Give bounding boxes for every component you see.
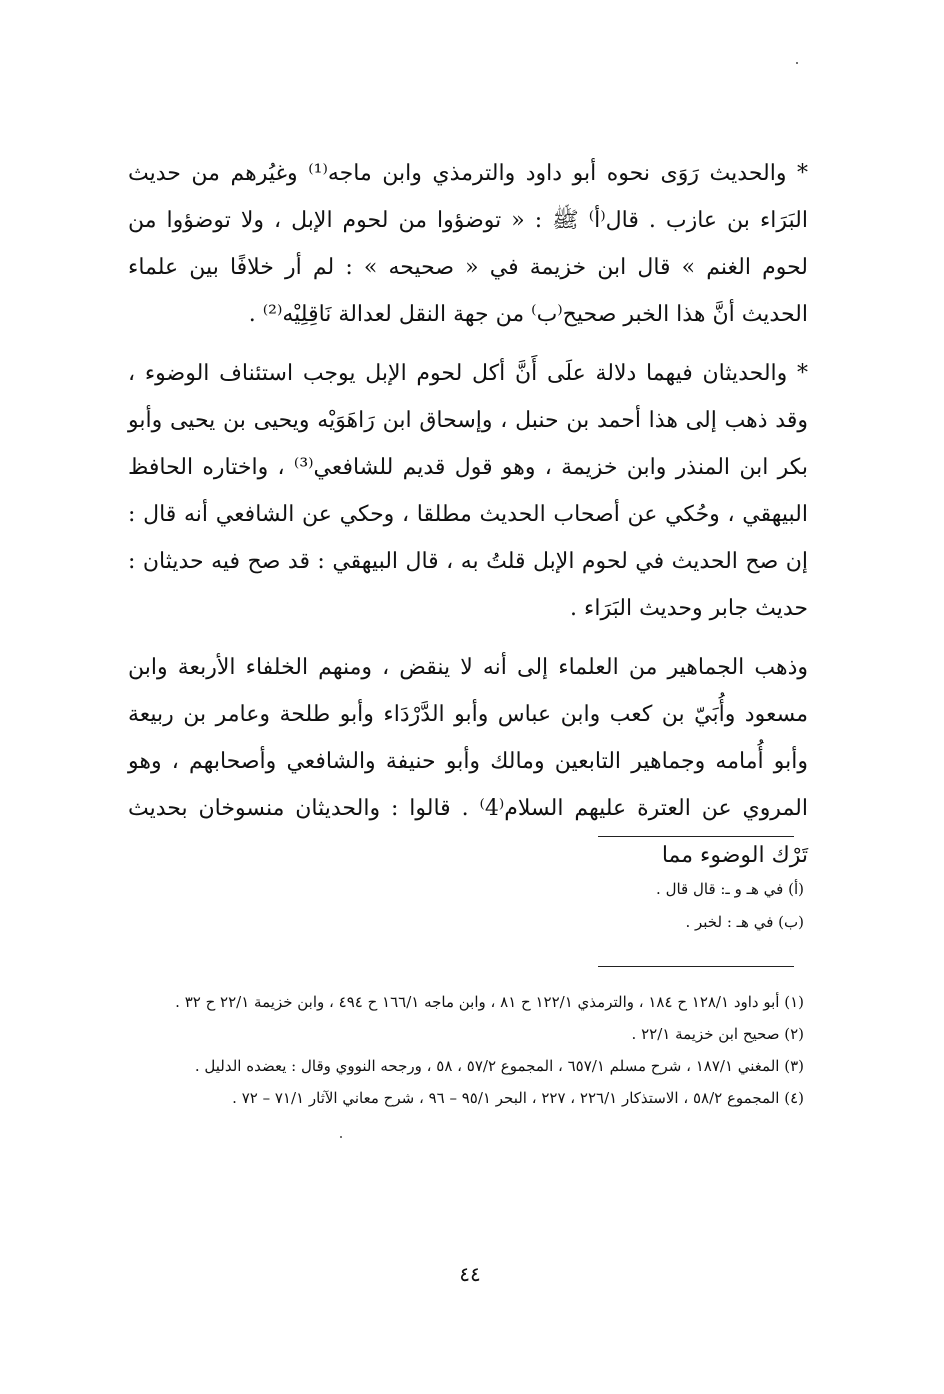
speck (340, 1136, 342, 1138)
footnote: (٣) المغني ١٨٧/١ ، شرح مسلم ٦٥٧/١ ، المجموع ٥٧/٢ ، ٥٨ ، ورجحه النووي وقال : يعضده الدليل . (194, 1057, 804, 1075)
variant-note: (أ) في هـ و ـ: قال قال . (656, 880, 804, 898)
variant-notes-divider (598, 836, 794, 837)
variant-note: (ب) في هـ : لخبر . (685, 913, 804, 931)
footnote: (١) أبو داود ١٢٨/١ ح ١٨٤ ، والترمذي ١٢٢/١ ح ٨١ ، وابن ماجه ١٦٦/١ ح ٤٩٤ ، وابن خزيمة ٢٢/١ ح ٣٢ . (175, 993, 804, 1011)
page-number: ٤٤ (459, 1262, 481, 1286)
variant-notes (500, 873, 804, 939)
footnotes (138, 988, 804, 1116)
main-text-body (128, 150, 808, 897)
footnotes-divider (598, 966, 794, 967)
footnote: (٤) المجموع ٥٨/٢ ، الاستذكار ٢٢٦/١ ، ٢٢٧ ، البحر ٩٥/١ – ٩٦ ، شرح معاني الآثار ٧١/١ – ٧٢ . (232, 1089, 804, 1107)
paragraph-2: * والحديثان فيهما دلالة علَى أَنَّ أكل لحوم الإبل يوجب استئناف الوضوء ، وقد ذهب إلى هذا أحمد بن حنبل ، وإسحاق ابن رَاهَوَيْه ويحيى بن يحيى وأبو بكر ابن المنذر وابن خزيمة ، وهو قول قديم للشافعي⁽³⁾ ، واختاره الحافظ البيهقي ، وحُكي عن أصحاب الحديث مطلقا ، وحكي عن الشافعي أنه قال : إن صح الحديث في لحوم الإبل قلتُ به ، قال البيهقي : قد صح فيه حديثان : حديث جابر وحديث البَرَاء . (128, 361, 808, 621)
paragraph-1: * والحديث رَوَى نحوه أبو داود والترمذي وابن ماجه⁽¹⁾ وغيُرهم من حديث البَرَاء بن عازب . قال⁽أ⁾ ﷺ : « توضؤوا من لحوم الإبل ، ولا توضؤوا من لحوم الغنم » قال ابن خزيمة في « صحيحه » : لم أر خلافًا بين علماء الحديث أنَّ هذا الخبر صحيح⁽ب⁾ من جهة النقل لعدالة نَاقِلِيْه⁽²⁾ . (128, 161, 809, 327)
footnote: (٢) صحيح ابن خزيمة ٢٢/١ . (631, 1025, 804, 1043)
paragraph-3: وذهب الجماهير من العلماء إلى أنه لا ينقض ، ومنهم الخلفاء الأربعة وابن مسعود وأُبَيّ بن كعب وابن عباس وأبو الدَّرْدَاء وأبو طلحة وعامر بن ربيعة وأبو أُمامه وجماهير التابعين ومالك وأبو حنيفة والشافعي وأصحابهم ، وهو المروي عن العترة عليهم السلام⁽4⁾ . قالوا : والحديثان منسوخان بحديث تَرْك الوضوء مما (128, 655, 808, 868)
speck (796, 62, 798, 64)
